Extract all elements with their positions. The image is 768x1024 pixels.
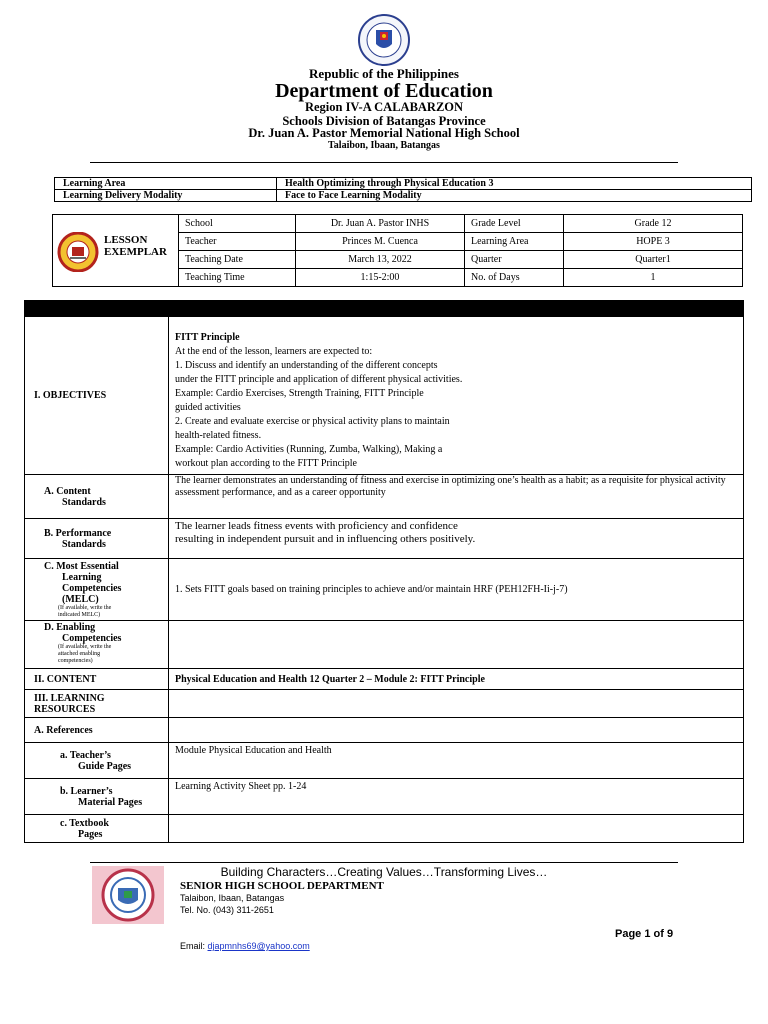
melc-label-4: (MELC) bbox=[62, 593, 99, 605]
objective-line: workout plan according to the FITT Principle bbox=[175, 458, 357, 469]
objective-line: under the FITT principle and application of different physical activities. bbox=[175, 374, 463, 385]
melc-value: 1. Sets FITT goals based on training principles to achieve and/or maintain HRF (PEH12FH-Ii-j-7) bbox=[169, 559, 744, 621]
learning-area-table bbox=[54, 177, 752, 202]
table-row bbox=[25, 779, 744, 815]
lesson-exemplar-logo bbox=[56, 232, 100, 272]
teaching-time-value: 1:15-2:00 bbox=[296, 269, 465, 287]
table-row bbox=[25, 475, 744, 519]
division-text: Schools Division of Batangas Province bbox=[282, 114, 486, 128]
table-row bbox=[25, 669, 744, 690]
footer-email bbox=[180, 941, 310, 951]
footer-motto: Building Characters…Creating Values…Transforming Lives… bbox=[220, 865, 548, 879]
department-title: Department of Education bbox=[275, 80, 493, 102]
enabling-note-2: attached enabling bbox=[58, 651, 101, 657]
melc-label-2: Learning bbox=[62, 571, 102, 583]
region-text: Region IV-A CALABARZON bbox=[304, 100, 464, 114]
melc-label: C. Most Essential bbox=[44, 560, 119, 572]
email-link[interactable]: djapmnhs69@yahoo.com bbox=[207, 941, 310, 951]
performance-standards-label: B. Performance bbox=[44, 527, 112, 539]
table-row bbox=[25, 690, 744, 718]
table-row bbox=[179, 233, 743, 251]
textbook-label: c. Textbook bbox=[60, 817, 109, 829]
table-row bbox=[25, 317, 744, 475]
learning-area-label: Learning Area bbox=[55, 178, 277, 190]
table-row bbox=[25, 743, 744, 779]
objective-line: health-related fitness. bbox=[175, 430, 262, 441]
learning-area-value: Health Optimizing through Physical Education 3 bbox=[277, 178, 752, 190]
learners-material-label: b. Learner’s bbox=[60, 785, 113, 797]
table-row bbox=[25, 815, 744, 843]
objective-line: FITT Principle bbox=[175, 332, 240, 343]
teacher-value: Princes M. Cuenca bbox=[296, 233, 465, 251]
school-location: Talaibon, Ibaan, Batangas bbox=[328, 140, 440, 151]
email-label: Email: bbox=[180, 941, 208, 951]
table-row bbox=[179, 251, 743, 269]
textbook-label-2: Pages bbox=[78, 828, 103, 840]
content-standards-label-2: Standards bbox=[62, 496, 106, 508]
quarter-value: Quarter1 bbox=[564, 251, 743, 269]
objective-line: Example: Cardio Activities (Running, Zumba, Walking), Making a bbox=[175, 444, 443, 455]
objective-line: 1. Discuss and identify an understanding of the different concepts bbox=[175, 360, 438, 371]
enabling-value bbox=[169, 621, 744, 669]
school-value: Dr. Juan A. Pastor INHS bbox=[296, 215, 465, 233]
melc-note: (If available, write the bbox=[58, 604, 112, 611]
republic-text: Republic of the Philippines bbox=[309, 66, 459, 81]
melc-note-2: indicated MELC) bbox=[58, 611, 101, 618]
performance-standards-line: resulting in independent pursuit and in influencing others positively. bbox=[175, 533, 476, 545]
objective-line: At the end of the lesson, learners are expected to: bbox=[175, 346, 373, 357]
enabling-note-3: competencies) bbox=[58, 658, 93, 664]
objective-line: guided activities bbox=[175, 402, 241, 413]
footer-divider bbox=[90, 862, 678, 863]
references-label: A. References bbox=[34, 724, 93, 736]
table-row bbox=[55, 178, 752, 190]
school-logo bbox=[92, 866, 164, 924]
table-header-bar bbox=[25, 301, 744, 317]
performance-standards-label-2: Standards bbox=[62, 538, 106, 550]
school-label: School bbox=[179, 215, 296, 233]
learners-material-label-2: Material Pages bbox=[78, 796, 143, 808]
learning-resources-label: III. LEARNING bbox=[34, 692, 105, 704]
teacher-label: Teacher bbox=[179, 233, 296, 251]
performance-standards-line: The learner leads fitness events with proficiency and confidence bbox=[175, 520, 458, 532]
grade-level-value: Grade 12 bbox=[564, 215, 743, 233]
page-number: Page 1 of 9 bbox=[615, 928, 674, 940]
learning-resources-label-2: RESOURCES bbox=[34, 703, 96, 715]
header-divider bbox=[90, 162, 678, 163]
content-value: Physical Education and Health 12 Quarter 2 – Module 2: FITT Principle bbox=[169, 669, 744, 690]
table-row bbox=[25, 718, 744, 743]
deped-seal bbox=[349, 14, 419, 66]
footer-department: SENIOR HIGH SCHOOL DEPARTMENT bbox=[180, 880, 384, 892]
lesson-plan-table bbox=[24, 300, 744, 843]
content-standards-value: The learner demonstrates an understanding of fitness and exercise in optimizing one’s health as a habit; as a requisite for physical activity assessment performance, and as a career opportunity bbox=[169, 475, 744, 519]
delivery-modality-label: Learning Delivery Modality bbox=[55, 190, 277, 202]
objectives-label: I. OBJECTIVES bbox=[34, 390, 107, 401]
content-label: II. CONTENT bbox=[34, 673, 97, 685]
learning-area-info-label: Learning Area bbox=[465, 233, 564, 251]
teaching-time-label: Teaching Time bbox=[179, 269, 296, 287]
footer-address: Talaibon, Ibaan, Batangas bbox=[180, 893, 285, 903]
objective-line: 2. Create and evaluate exercise or physical activity plans to maintain bbox=[175, 416, 450, 427]
learners-material-value: Learning Activity Sheet pp. 1-24 bbox=[169, 779, 744, 815]
learning-area-info-value: HOPE 3 bbox=[564, 233, 743, 251]
content-standards-label: A. Content bbox=[44, 485, 91, 497]
lesson-info-table bbox=[178, 214, 743, 287]
teachers-guide-value: Module Physical Education and Health bbox=[169, 743, 744, 779]
no-of-days-value: 1 bbox=[564, 269, 743, 287]
lesson-exemplar-label: LESSON EXEMPLAR bbox=[104, 234, 167, 258]
delivery-modality-value: Face to Face Learning Modality bbox=[277, 190, 752, 202]
grade-level-label: Grade Level bbox=[465, 215, 564, 233]
enabling-note: (If available, write the bbox=[58, 644, 112, 650]
table-row bbox=[179, 215, 743, 233]
table-row bbox=[55, 190, 752, 202]
footer-telephone: Tel. No. (043) 311-2651 bbox=[180, 905, 274, 915]
teachers-guide-label: a. Teacher’s bbox=[60, 749, 111, 761]
teachers-guide-label-2: Guide Pages bbox=[78, 760, 132, 772]
quarter-label: Quarter bbox=[465, 251, 564, 269]
table-row bbox=[25, 519, 744, 559]
school-name: Dr. Juan A. Pastor Memorial National High School bbox=[248, 126, 520, 140]
table-row bbox=[25, 621, 744, 669]
table-row bbox=[179, 269, 743, 287]
teaching-date-value: March 13, 2022 bbox=[296, 251, 465, 269]
enabling-label-2: Competencies bbox=[62, 633, 122, 644]
enabling-label: D. Enabling bbox=[44, 622, 96, 633]
no-of-days-label: No. of Days bbox=[465, 269, 564, 287]
melc-label-3: Competencies bbox=[62, 582, 122, 594]
table-row bbox=[25, 559, 744, 621]
teaching-date-label: Teaching Date bbox=[179, 251, 296, 269]
objective-line: Example: Cardio Exercises, Strength Training, FITT Principle bbox=[175, 388, 424, 399]
